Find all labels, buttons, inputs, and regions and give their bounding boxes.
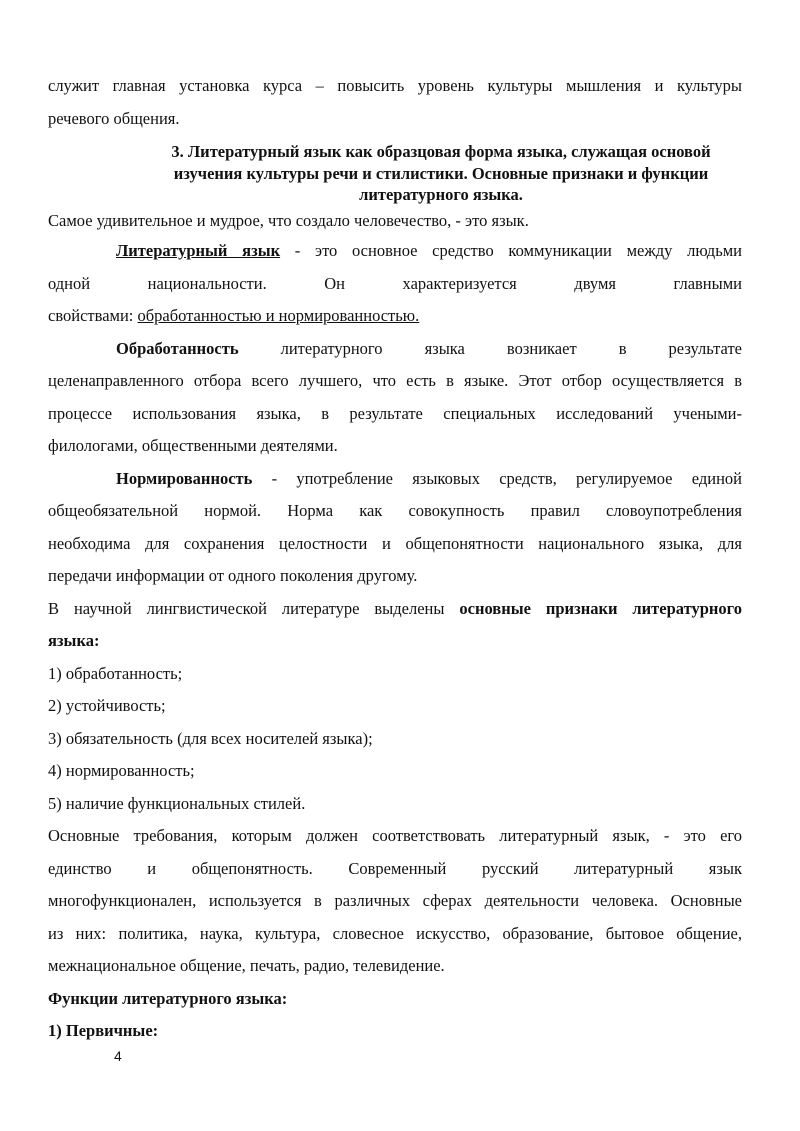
text-run: - употребление языковых средств, регулируемое единой: [252, 468, 742, 488]
paragraph-line: из них: политика, наука, культура, словесное искусство, образование, бытовое общение,: [48, 923, 742, 943]
text-run: - это основное средство коммуникации между людьми: [280, 241, 743, 260]
paragraph-line: единство и общепонятность. Современный русский литературный язык: [48, 858, 742, 878]
paragraph-line: [48, 235, 742, 268]
underlined-properties: обработанностью и нормированностью.: [137, 306, 420, 325]
paragraph-line: многофункционален, используется в различных сферах деятельности человека. Основные: [48, 891, 742, 910]
features-paragraph: [48, 593, 742, 658]
literary-language-paragraph: [48, 235, 742, 333]
intro-line: служит главная установка курса – повысить уровень культуры мышления и культуры: [48, 76, 742, 95]
document-page: [48, 70, 742, 1048]
wisdom-paragraph: Самое удивительное и мудрое, что создало человечество, - это язык.: [48, 210, 529, 230]
list-item: 2) устойчивость;: [48, 696, 166, 715]
term-processed: Обработанность: [116, 338, 239, 358]
term-literary-language: Литературный язык: [116, 241, 281, 260]
paragraph-line: целенаправленного отбора всего лучшего, что есть в языке. Этот отбор осуществляется в: [48, 371, 742, 390]
list-item: 3) обязательность (для всех носителей языка);: [48, 728, 373, 748]
section-heading-line: литературного языка.: [359, 185, 523, 204]
section-heading: [140, 141, 742, 206]
normalized-paragraph: [48, 463, 742, 593]
paragraph-line: филологами, общественными деятелями.: [48, 436, 338, 455]
paragraph-line: [48, 333, 742, 366]
requirements-paragraph: [48, 820, 742, 983]
paragraph-line: языка:: [48, 631, 100, 650]
processed-paragraph: [48, 333, 742, 463]
paragraph-line: [48, 463, 742, 496]
section-heading-line: изучения культуры речи и стилистики. Основные признаки и функции: [173, 163, 709, 183]
paragraph-line: общеобязательной нормой. Норма как совокупность правил словоупотребления: [48, 501, 742, 520]
paragraph-line: одной национальности. Он характеризуется двумя главными: [48, 273, 742, 293]
paragraph-line: Основные требования, которым должен соответствовать литературный язык, - это его: [48, 826, 742, 845]
text-run: свойствами:: [48, 306, 138, 325]
term-normalized: Нормированность: [116, 468, 253, 488]
functions-heading: Функции литературного языка:: [48, 988, 288, 1008]
features-list: [48, 658, 742, 821]
paragraph-line: необходима для сохранения целостности и общепонятности национального языка, для: [48, 533, 742, 553]
paragraph-line: передачи информации от одного поколения другому.: [48, 566, 418, 585]
paragraph-line: [48, 300, 742, 333]
list-item: 1) обработанность;: [48, 663, 183, 683]
intro-line: речевого общения.: [48, 108, 180, 128]
text-run: литературного языка возникает в результате: [238, 338, 742, 358]
section-heading-line: 3. Литературный язык как образцовая форма языка, служащая основой: [171, 142, 711, 161]
bold-run: основные признаки литературного: [459, 598, 743, 618]
text-run: В научной лингвистической литературе выделены: [48, 598, 460, 618]
primary-functions-heading: 1) Первичные:: [48, 1021, 159, 1040]
list-item: 4) нормированность;: [48, 761, 195, 780]
paragraph-line: межнациональное общение, печать, радио, телевидение.: [48, 956, 445, 975]
intro-paragraph: [48, 70, 742, 135]
page-number: 4: [114, 1048, 122, 1064]
paragraph-line: [48, 593, 742, 626]
paragraph-line: процессе использования языка, в результате специальных исследований учеными-: [48, 403, 742, 423]
list-item: 5) наличие функциональных стилей.: [48, 793, 306, 813]
